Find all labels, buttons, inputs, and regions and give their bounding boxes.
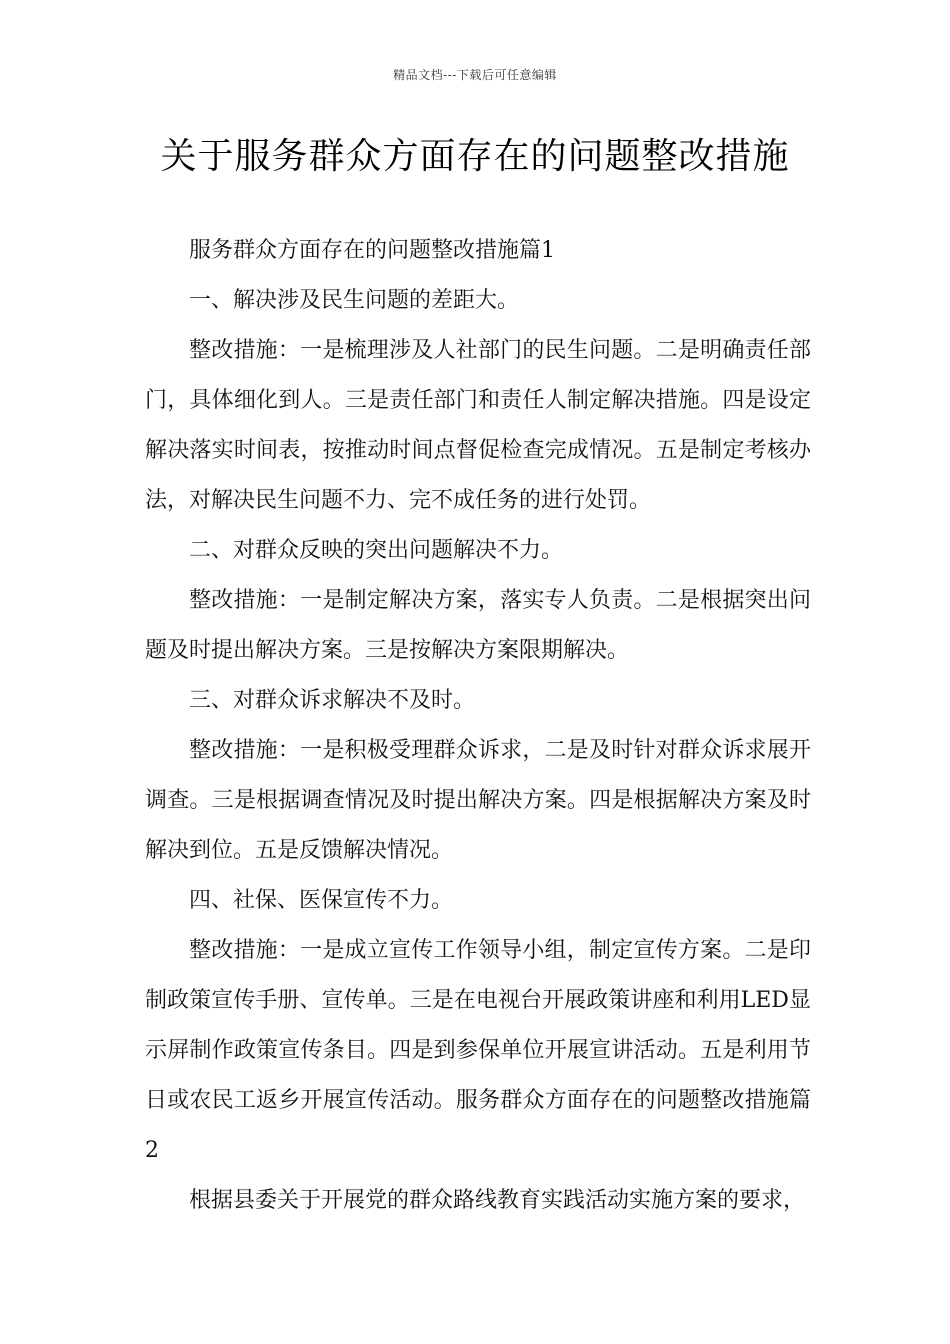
measure-paragraph-1: 整改措施：一是梳理涉及人社部门的民生问题。二是明确责任部门，具体细化到人。三是责任部门和责任人制定解决措施。四是设定解决落实时间表，按推动时间点督促检查完成情况。五是制定考核办法，对解决民生问题不力、完不成任务的进行处罚。 — [145, 338, 811, 513]
issue-heading-4: 四、社保、医保宣传不力。 — [189, 888, 454, 913]
measure-paragraph-2: 整改措施：一是制定解决方案，落实专人负责。二是根据突出问题及时提出解决方案。三是按解决方案限期解决。 — [145, 588, 811, 663]
issue-heading-1: 一、解决涉及民生问题的差距大。 — [189, 288, 520, 313]
issue-heading-2: 二、对群众反映的突出问题解决不力。 — [189, 538, 564, 563]
measure-paragraph-4: 整改措施：一是成立宣传工作领导小组，制定宣传方案。二是印制政策宣传手册、宣传单。三是在电视台开展政策讲座和利用LED显示屏制作政策宣传条目。四是到参保单位开展宣讲活动。五是利用节日或农民工返乡开展宣传活动。服务群众方面存在的问题整改措施篇2 — [145, 938, 811, 1163]
measure-paragraph-3: 整改措施：一是积极受理群众诉求，二是及时针对群众诉求展开调查。三是根据调查情况及时提出解决方案。四是根据解决方案及时解决到位。五是反馈解决情况。 — [145, 738, 811, 863]
part2-intro-paragraph: 根据县委关于开展党的群众路线教育实践活动实施方案的要求， — [189, 1188, 806, 1213]
document-body — [145, 226, 811, 1226]
document-title: 关于服务群众方面存在的问题整改措施 — [160, 136, 790, 177]
header-watermark: 精品文档---下载后可任意编辑 — [393, 68, 557, 82]
section-heading-part1: 服务群众方面存在的问题整改措施篇1 — [189, 238, 555, 263]
issue-heading-3: 三、对群众诉求解决不及时。 — [189, 688, 476, 713]
